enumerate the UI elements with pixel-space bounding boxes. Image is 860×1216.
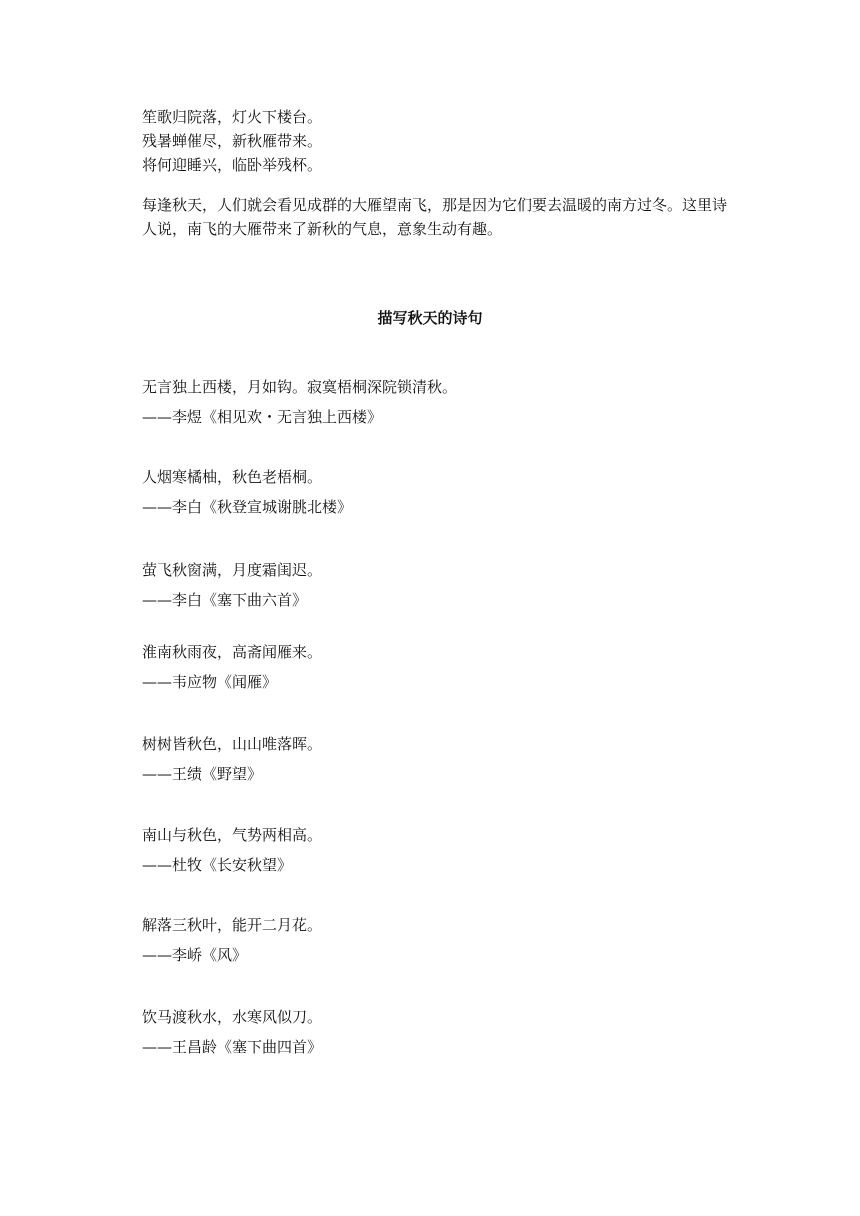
poem-line: 饮马渡秋水，水寒风似刀。	[142, 1008, 323, 1026]
poem-entry	[142, 914, 762, 966]
poem-source: ——杜牧《长安秋望》	[142, 856, 293, 874]
poem-entry	[142, 733, 762, 785]
poem-line: 淮南秋雨夜，高斋闻雁来。	[142, 643, 323, 661]
poem-source: ——王昌龄《塞下曲四首》	[142, 1038, 323, 1056]
poem-line: 树树皆秋色，山山唯落晖。	[142, 735, 323, 753]
poem-source: ——王绩《野望》	[142, 765, 263, 783]
intro-commentary: 每逢秋天，人们就会看见成群的大雁望南飞，那是因为它们要去温暖的南方过冬。这里诗人说，南飞的大雁带来了新秋的气息，意象生动有趣。	[142, 196, 728, 238]
poem-line: 解落三秋叶，能开二月花。	[142, 916, 323, 934]
poem-source: ——李煜《相见欢・无言独上西楼》	[142, 408, 383, 426]
poem-entry	[142, 1006, 762, 1058]
intro-poem-line: 将何迎睡兴，临卧举残杯。	[142, 156, 323, 174]
poem-line: 人烟寒橘柚，秋色老梧桐。	[142, 468, 323, 486]
section-title: 描写秋天的诗句	[377, 309, 483, 327]
intro-poem-line: 残暑蝉催尽，新秋雁带来。	[142, 132, 323, 150]
poem-source: ——李白《塞下曲六首》	[142, 591, 308, 609]
poem-line: 无言独上西楼，月如钩。寂寞梧桐深院锁清秋。	[142, 378, 458, 396]
poem-line: 南山与秋色，气势两相高。	[142, 826, 323, 844]
intro-poem-line: 笙歌归院落，灯火下楼台。	[142, 108, 323, 126]
poem-source: ——李峤《风》	[142, 946, 248, 964]
poem-line: 萤飞秋窗满，月度霜闺迟。	[142, 561, 323, 579]
poem-entry	[142, 466, 762, 518]
poem-source: ——韦应物《闻雁》	[142, 673, 278, 691]
poem-entry	[142, 641, 762, 693]
intro-poem	[142, 105, 742, 177]
poem-entry	[142, 559, 762, 611]
poem-entry	[142, 824, 762, 876]
poem-source: ——李白《秋登宣城谢朓北楼》	[142, 498, 353, 516]
poem-entry	[142, 376, 762, 428]
